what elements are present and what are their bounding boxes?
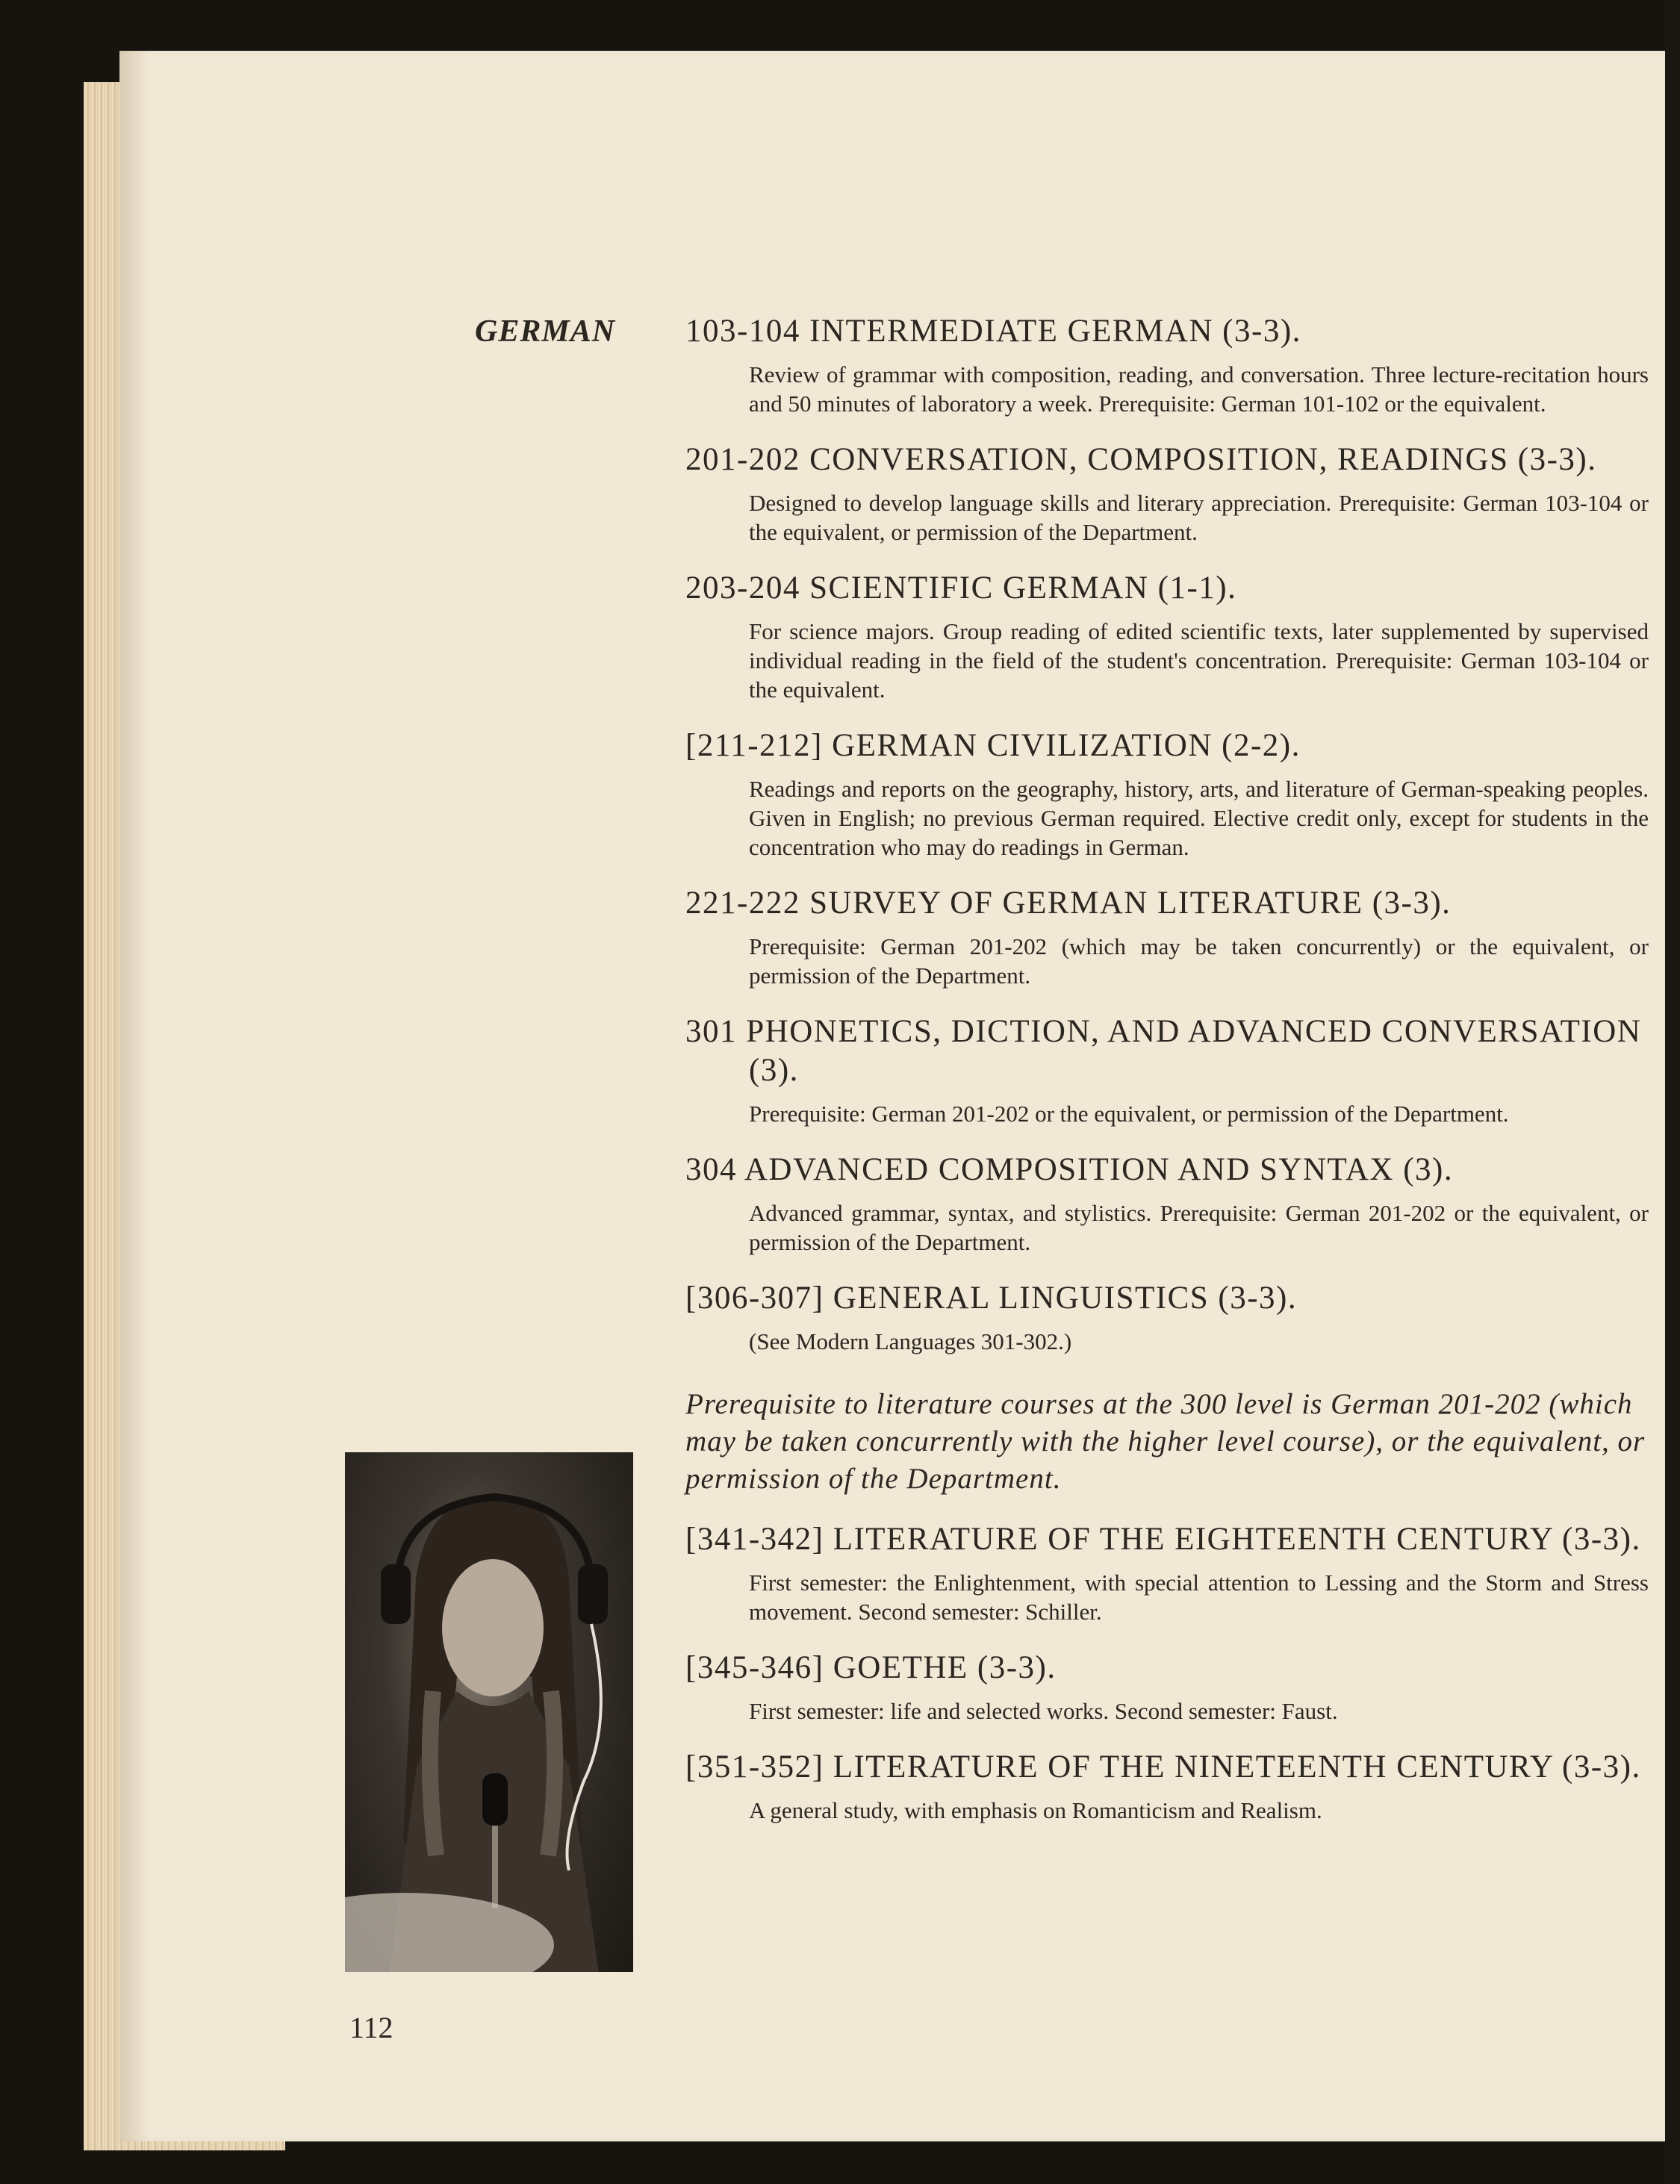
course-entry — [685, 727, 1649, 862]
literature-prerequisite-note: Prerequisite to literature courses at the 300 level is German 201-202 (which may be taken concurrently with the higher level course), or the equivalent, or permission of the Department. — [685, 1388, 1646, 1495]
course-description: Advanced grammar, syntax, and stylistics. Prerequisite: German 201-202 or the equivalent, or permission of the Department. — [749, 1200, 1649, 1255]
course-title: 203-204 SCIENTIFIC GERMAN (1-1). — [685, 570, 1237, 606]
course-entry — [685, 441, 1649, 547]
course-description: Readings and reports on the geography, history, arts, and literature of German-speaking peoples. Given in English; no previous German required. Elective credit only, except for students in the concentration who may do readings in German. — [749, 776, 1649, 860]
page-gutter-shadow — [119, 51, 149, 2141]
course-title: 304 ADVANCED COMPOSITION AND SYNTAX (3). — [685, 1152, 1454, 1187]
course-entry — [685, 569, 1649, 704]
course-entry — [685, 1279, 1649, 1356]
course-description: First semester: the Enlightenment, with special attention to Lessing and the Storm and Stress movement. Second semester: Schiller. — [749, 1569, 1649, 1625]
course-description: First semester: life and selected works. Second semester: Faust. — [749, 1698, 1338, 1724]
course-title: 221-222 SURVEY OF GERMAN LITERATURE (3-3). — [685, 886, 1452, 921]
course-description: Designed to develop language skills and literary appreciation. Prerequisite: German 103-104 or the equivalent, or permission of the Department. — [749, 490, 1649, 545]
course-listing — [685, 312, 1649, 1847]
page-number: 112 — [349, 2011, 393, 2044]
photo-illustration — [345, 1452, 633, 1972]
course-entry — [685, 884, 1649, 990]
student-with-headphones-photo — [345, 1452, 633, 1972]
course-title: 103-104 INTERMEDIATE GERMAN (3-3). — [685, 314, 1301, 349]
course-title: [211-212] GERMAN CIVILIZATION (2-2). — [685, 728, 1301, 763]
course-title: [351-352] LITERATURE OF THE NINETEENTH CENTURY (3-3). — [685, 1749, 1641, 1785]
course-title: [345-346] GOETHE (3-3). — [685, 1650, 1057, 1685]
course-description: For science majors. Group reading of edited scientific texts, later supplemented by supervised individual reading in the field of the student's concentration. Prerequisite: German 103-104 or the equivalent. — [749, 618, 1649, 703]
course-description: A general study, with emphasis on Romanticism and Realism. — [749, 1797, 1322, 1823]
course-title: 301 PHONETICS, DICTION, AND ADVANCED CONVERSATION (3). — [685, 1014, 1642, 1088]
course-description: Review of grammar with composition, reading, and conversation. Three lecture-recitation hours and 50 minutes of laboratory a week. Prerequisite: German 101-102 or the equivalent. — [749, 361, 1649, 417]
course-entry — [685, 1012, 1649, 1128]
background-edge — [1665, 0, 1680, 2184]
course-entry — [685, 1151, 1649, 1257]
course-entry — [685, 1748, 1649, 1825]
course-description: Prerequisite: German 201-202 (which may be taken concurrently) or the equivalent, or permission of the Department. — [749, 933, 1649, 989]
course-title: 201-202 CONVERSATION, COMPOSITION, READINGS (3-3). — [685, 442, 1597, 477]
course-entry — [685, 312, 1649, 418]
course-entry — [685, 1520, 1649, 1626]
course-description: (See Modern Languages 301-302.) — [749, 1328, 1072, 1354]
course-title: [306-307] GENERAL LINGUISTICS (3-3). — [685, 1281, 1298, 1316]
course-entry — [685, 1649, 1649, 1726]
course-title: [341-342] LITERATURE OF THE EIGHTEENTH CENTURY (3-3). — [685, 1522, 1641, 1557]
section-heading: GERMAN — [475, 314, 616, 349]
course-description: Prerequisite: German 201-202 or the equivalent, or permission of the Department. — [749, 1101, 1509, 1127]
